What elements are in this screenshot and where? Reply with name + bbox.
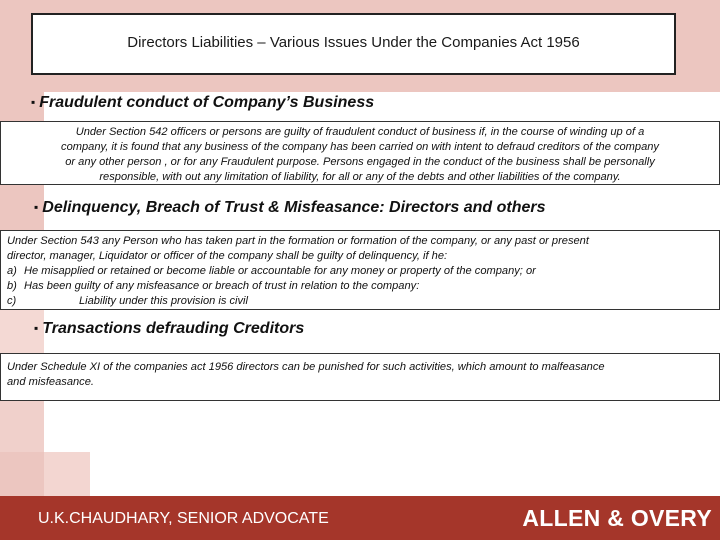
list-item xyxy=(7,264,713,279)
section-body-transactions xyxy=(0,353,720,401)
bullet-icon: ▪ xyxy=(34,321,39,335)
body-line: Under Section 542 officers or persons are guilty of fraudulent conduct of business if, in the course of winding up of a xyxy=(75,126,645,138)
side-decoration xyxy=(0,452,44,496)
body-line: or any other person , or for any Fraudulent purpose. Persons engaged in the conduct of the business shall be personally xyxy=(65,156,655,168)
footer-author: U.K.CHAUDHARY, SENIOR ADVOCATE xyxy=(38,510,329,527)
brand-logo-text: ALLEN & OVERY xyxy=(522,505,712,531)
list-text: He misapplied or retained or become liable or accountable for any money or property of the company; or xyxy=(24,265,536,277)
body-line: director, manager, Liquidator or officer of the company shall be guilty of delinquency, if he: xyxy=(7,250,448,262)
body-line: and misfeasance. xyxy=(7,376,94,388)
body-line: Under Section 543 any Person who has taken part in the formation or formation of the company, or any past or present xyxy=(7,235,589,247)
list-item xyxy=(7,294,713,309)
list-marker: b) xyxy=(7,280,17,292)
section-heading-transactions: ▪ Transactions defrauding Creditors xyxy=(34,320,305,337)
body-line: company, it is found that any business of the company has been carried on with intent to defraud creditors of the company xyxy=(61,141,659,153)
list-marker: a) xyxy=(7,265,17,277)
bullet-icon: ▪ xyxy=(34,200,39,214)
section-heading-delinquency: ▪ Delinquency, Breach of Trust & Misfeasance: Directors and others xyxy=(34,199,546,216)
slide-title: Directors Liabilities – Various Issues Under the Companies Act 1956 xyxy=(127,33,580,51)
body-line: responsible, with out any limitation of liability, for all or any of the debts and other liabilities of the company. xyxy=(99,171,621,183)
section-body-delinquency xyxy=(0,230,720,310)
body-line: Under Schedule XI of the companies act 1956 directors can be punished for such activities, which amount to malfeasance xyxy=(7,361,605,373)
list-marker: c) xyxy=(7,295,17,307)
title-box xyxy=(31,13,676,75)
bullet-icon: ▪ xyxy=(31,95,36,109)
list-text: Has been guilty of any misfeasance or breach of trust in relation to the company: xyxy=(24,280,420,292)
side-decoration xyxy=(44,452,90,496)
list-text: Liability under this provision is civil xyxy=(79,295,248,307)
footer-bar xyxy=(0,496,720,540)
section-heading-fraudulent-conduct: ▪ Fraudulent conduct of Company’s Business xyxy=(31,94,375,111)
section-body-fraudulent-conduct xyxy=(0,121,720,185)
list-item xyxy=(7,279,713,294)
